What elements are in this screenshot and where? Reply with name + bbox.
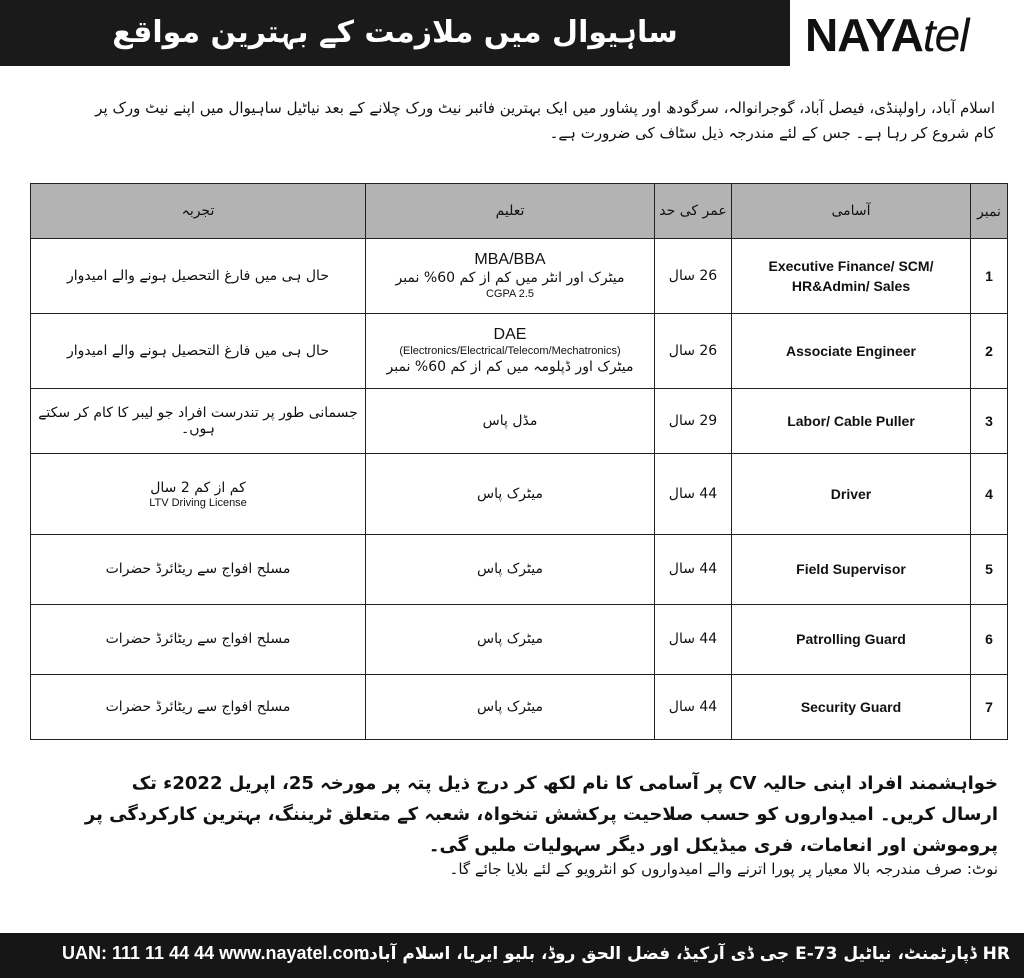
table-row (31, 604, 1008, 674)
row-post: Patrolling Guard (732, 604, 971, 674)
row-post: Associate Engineer (732, 314, 971, 389)
edu-line3: CGPA 2.5 (485, 288, 535, 301)
edu-line1: DAE (493, 326, 527, 344)
footer-address: HR ڈپارٹمنٹ، نیاٹیل E-73 جی ڈی آرکیڈ، فضل الحق روڈ، بلیو ایریا، اسلام آباد۔ (359, 944, 1010, 964)
table-header-row (31, 184, 1008, 239)
table-row (31, 239, 1008, 314)
row-number: 3 (971, 389, 1008, 454)
row-post: Field Supervisor (732, 534, 971, 604)
row-age: 29 سال (655, 389, 732, 454)
row-age: 44 سال (655, 674, 732, 739)
row-experience: جسمانی طور پر تندرست افراد جو لیبر کا کام کر سکتے ہوں۔ (31, 389, 366, 454)
jobs-table (30, 183, 1008, 740)
row-experience (31, 454, 366, 534)
row-education: مڈل پاس (366, 389, 655, 454)
row-number: 7 (971, 674, 1008, 739)
table-row (31, 454, 1008, 534)
note-text: نوٹ: صرف مندرجہ بالا معیار پر پورا اترنے والے امیدواروں کو انٹرویو کے لئے بلایا جائے گا۔ (449, 860, 998, 878)
application-instructions: خواہشمند افراد اپنی حالیہ CV پر آسامی کا نام لکھ کر درج ذیل پتہ پر مورخہ 25، اپریل 2022ء تک ارسال کریں۔ امیدواروں کو حسب صلاحیت پرکشش تنخواہ، شعبہ کے متعلق ٹریننگ، بہترین کارکردگی پر پروموشن اور انعامات، فری میڈیکل اور دیگر سہولیات ملیں گی۔ (84, 773, 998, 856)
footer-contact: UAN: 111 11 44 44 www.nayatel.com (62, 943, 370, 963)
nayatel-logo (805, 8, 1015, 63)
header-age: عمر کی حد (655, 184, 732, 239)
header-post: آسامی (732, 184, 971, 239)
logo-tel-text: tel (922, 9, 969, 61)
row-experience: مسلح افواج سے ریٹائرڈ حضرات (31, 604, 366, 674)
row-education (366, 239, 655, 314)
row-age: 26 سال (655, 314, 732, 389)
row-education: میٹرک پاس (366, 454, 655, 534)
row-number: 5 (971, 534, 1008, 604)
row-number: 2 (971, 314, 1008, 389)
row-number: 1 (971, 239, 1008, 314)
row-age: 44 سال (655, 454, 732, 534)
exp-line1: کم از کم 2 سال (150, 479, 246, 496)
row-education (366, 314, 655, 389)
edu-line3: میٹرک اور ڈپلومہ میں کم از کم 60% نمبر (386, 359, 634, 376)
row-number: 6 (971, 604, 1008, 674)
edu-line1: MBA/BBA (474, 251, 546, 269)
table-row (31, 389, 1008, 454)
header-education: تعلیم (366, 184, 655, 239)
row-post: Driver (732, 454, 971, 534)
table-row (31, 674, 1008, 739)
row-education: میٹرک پاس (366, 674, 655, 739)
edu-line2: میٹرک اور انٹر میں کم از کم 60% نمبر (395, 270, 625, 287)
table-row (31, 314, 1008, 389)
row-experience: حال ہی میں فارغ التحصیل ہونے والے امیدوار (31, 239, 366, 314)
logo-main-text: NAYA (805, 9, 923, 61)
row-number: 4 (971, 454, 1008, 534)
row-experience: حال ہی میں فارغ التحصیل ہونے والے امیدوار (31, 314, 366, 389)
row-education: میٹرک پاس (366, 534, 655, 604)
header-experience: تجربہ (31, 184, 366, 239)
page-title: ساہیوال میں ملازمت کے بہترین مواقع (112, 15, 678, 50)
exp-line2: LTV Driving License (149, 496, 247, 509)
header-number: نمبر (971, 184, 1008, 239)
row-experience: مسلح افواج سے ریٹائرڈ حضرات (31, 674, 366, 739)
intro-paragraph: اسلام آباد، راولپنڈی، فیصل آباد، گوجرانوالہ، سرگودھ اور پشاور میں ایک بہترین فائبر نیٹ ورک چلانے کے بعد نیاٹیل ساہیوال میں اپنے نیٹ ورک پر کام شروع کر رہا ہے۔ جس کے لئے مندرجہ ذیل سٹاف کی ضرورت ہے۔ (95, 99, 995, 142)
footer-bar (0, 933, 1024, 978)
row-education: میٹرک پاس (366, 604, 655, 674)
header-banner (0, 0, 790, 66)
row-age: 44 سال (655, 604, 732, 674)
row-post: Executive Finance/ SCM/ HR&Admin/ Sales (732, 239, 971, 314)
row-post: Security Guard (732, 674, 971, 739)
row-experience: مسلح افواج سے ریٹائرڈ حضرات (31, 534, 366, 604)
row-age: 26 سال (655, 239, 732, 314)
edu-line2: (Electronics/Electrical/Telecom/Mechatronics) (399, 345, 621, 358)
row-post: Labor/ Cable Puller (732, 389, 971, 454)
table-row (31, 534, 1008, 604)
row-age: 44 سال (655, 534, 732, 604)
